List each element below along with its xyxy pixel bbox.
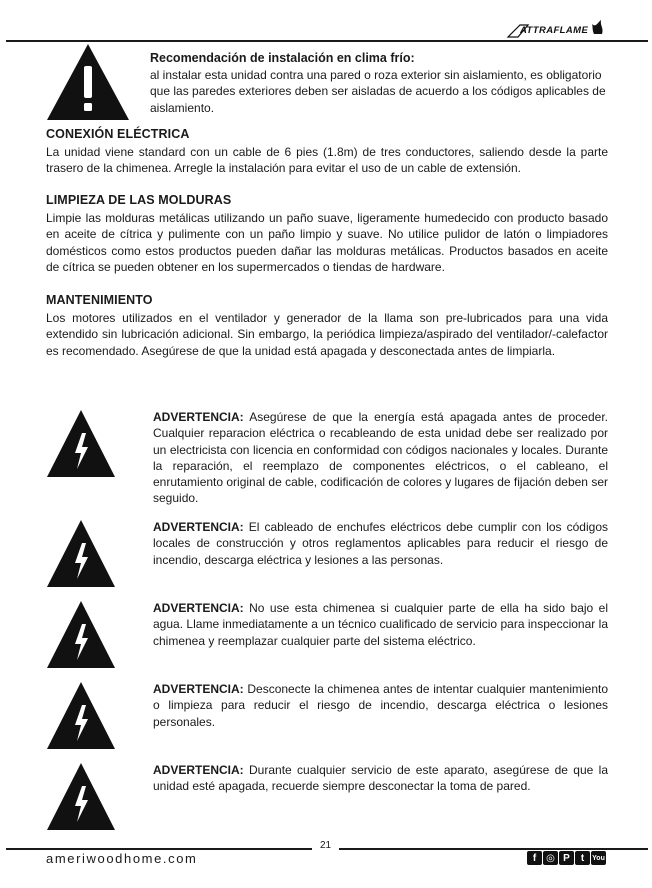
section-maintenance xyxy=(46,293,608,359)
intro-title: Recomendación de instalación en clima frío: xyxy=(150,51,415,65)
twitter-icon[interactable]: t xyxy=(575,851,590,865)
electrical-hazard-icon xyxy=(46,762,116,832)
warning-text xyxy=(153,519,608,568)
footer-divider-left xyxy=(6,848,312,850)
page-number: 21 xyxy=(319,840,332,851)
social-links xyxy=(527,851,606,865)
electrical-hazard-icon xyxy=(46,681,116,751)
pinterest-icon[interactable]: P xyxy=(559,851,574,865)
website-link[interactable]: ameriwoodhome.com xyxy=(46,851,198,866)
cold-climate-recommendation xyxy=(46,42,606,122)
warning-body: Desconecte la chimenea antes de intentar cualquier mantenimiento o limpieza para reducir el riesgo de incendio, descarga eléctrica o lesiones personales. xyxy=(153,682,608,729)
brand-name: ATTRAFLAME xyxy=(520,25,589,36)
section-electrical-connection xyxy=(46,127,608,177)
section-body: Los motores utilizados en el ventilador y generador de la llama son pre-lubricados para una vida extendido sin lubricación adicional. Sin embargo, la periódica limpieza/aspirado del ventilador/-calefactor es recomendado. Asegúrese de que la unidad está apagada y desconectada antes de limpiarla. xyxy=(46,311,608,358)
intro-body: al instalar esta unidad contra una pared o roza exterior sin aislamiento, es obligatorio que las paredes exteriores deben ser aisladas de acuerdo a los códigos aplicables de aislamiento. xyxy=(150,67,606,115)
section-title: CONEXIÓN ELÉCTRICA xyxy=(46,127,190,141)
brand-logo xyxy=(506,20,606,40)
section-title: LIMPIEZA DE LAS MOLDURAS xyxy=(46,193,232,207)
warning-body: Durante cualquier servicio de este aparato, asegúrese de que la unidad esté apagada, recuerde siempre desconectar la toma de pared. xyxy=(153,763,608,794)
warning-label: ADVERTENCIA: xyxy=(153,601,244,615)
warning-label: ADVERTENCIA: xyxy=(153,410,244,424)
intro-text xyxy=(150,50,610,116)
instagram-icon[interactable]: ◎ xyxy=(543,851,558,865)
section-trim-cleaning xyxy=(46,193,608,276)
warning-body: El cableado de enchufes eléctricos debe cumplir con los códigos locales de construcción y otros reglamentos aplicables para reducir el riesgo de incendio, descarga eléctrica y lesiones a las personas. xyxy=(153,520,608,567)
warning-label: ADVERTENCIA: xyxy=(153,763,244,777)
electrical-hazard-icon xyxy=(46,600,116,670)
section-title: MANTENIMIENTO xyxy=(46,293,153,307)
warning-text xyxy=(153,681,608,730)
electrical-hazard-icon xyxy=(46,519,116,589)
warning-text xyxy=(153,409,608,507)
section-body: Limpie las molduras metálicas utilizando un paño suave, ligeramente humedecido con producto basado en aceite de cítrica y pulimente con un paño limpio y suave. No utilice pulidor de latón o limpiadores domésticos como estos productos pueden dañar las molduras metálicas. Productos basados en aceite de cítrica se pueden obtener en los supermercados o tiendas de hardware. xyxy=(46,211,608,275)
facebook-icon[interactable]: f xyxy=(527,851,542,865)
warning-label: ADVERTENCIA: xyxy=(153,520,244,534)
warning-body: No use esta chimenea si cualquier parte de ella ha sido bajo el agua. Llame inmediatamente a un técnico cualificado de servicio para inspeccionar la chimenea y reemplazar cualquier parte del sistema eléctrico. xyxy=(153,601,608,648)
electrical-hazard-icon xyxy=(46,409,116,479)
caution-triangle-icon xyxy=(46,42,130,122)
footer-divider-right xyxy=(339,848,648,850)
warning-body: Asegúrese de que la energía está apagada antes de proceder. Cualquier reparacion eléctrica o recableando de esta unidad debe ser realizado por un electricista con licencia en conformidad con códigos nacionales y locales. Durante la reparación, el reemplazo de componentes eléctricos, o el cableano, el enrutamiento original de cable, codificación de colores y lugares de fijación deben ser seguido. xyxy=(153,410,608,506)
warning-label: ADVERTENCIA: xyxy=(153,682,244,696)
warning-text xyxy=(153,600,608,649)
warning-text xyxy=(153,762,608,795)
youtube-icon[interactable]: You xyxy=(591,851,606,865)
section-body: La unidad viene standard con un cable de 6 pies (1.8m) de tres conductores, saliendo desde la parte trasero de la chimenea. Arregle la instalación para evitar el uso de un cable de extensión. xyxy=(46,145,608,176)
